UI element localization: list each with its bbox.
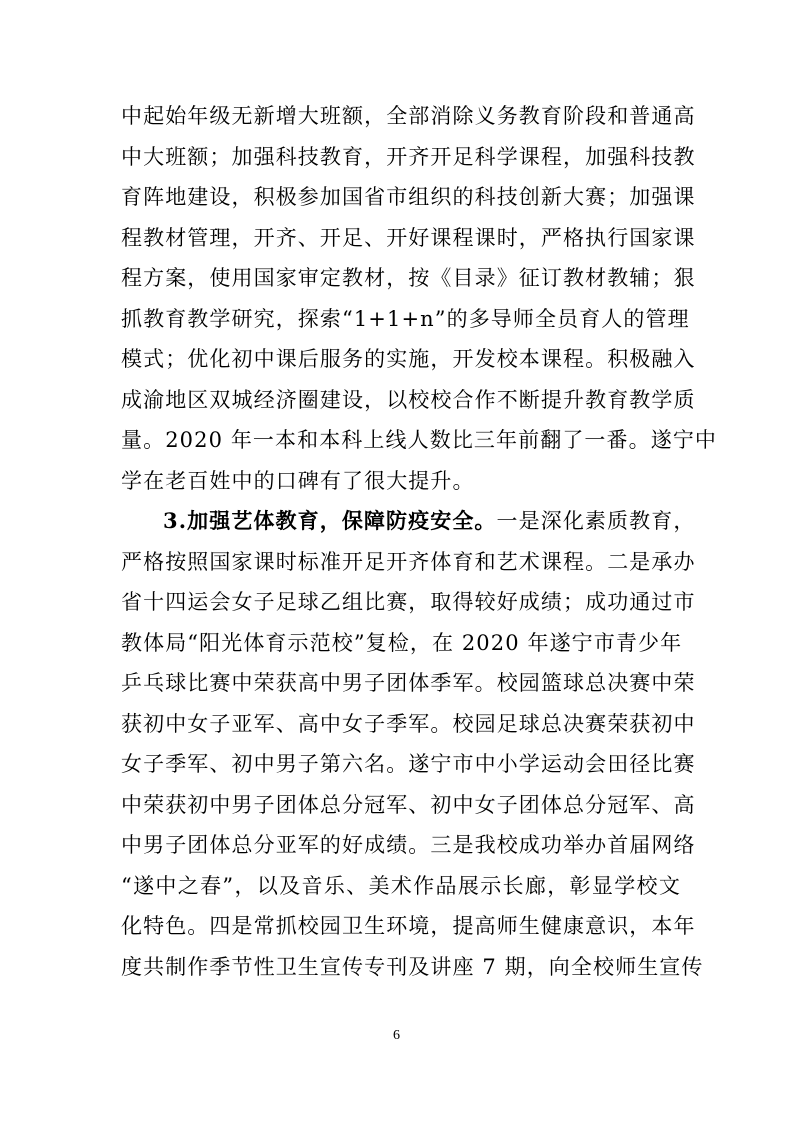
- paragraph-line: 严格按照国家课时标准开足开齐体育和艺术课程。二是承办: [121, 549, 696, 574]
- paragraph-line: 教体局“阳光体育示范校”复检，在 2020 年遂宁市青少年: [121, 630, 683, 655]
- paragraph-line: 抓教育教学研究，探索“1+1+n”的多导师全员育人的管理: [121, 306, 690, 331]
- paragraph-line: 模式；优化初中课后服务的实施，开发校本课程。积极融入: [121, 347, 696, 371]
- body-text: [121, 96, 718, 987]
- paragraph-line: 程教材管理，开齐、开足、开好课程课时，严格执行国家课: [121, 225, 696, 250]
- paragraph-line: 省十四运会女子足球乙组比赛，取得较好成绩；成功通过市: [121, 590, 696, 614]
- paragraph-line: 中男子团体总分亚军的好成绩。三是我校成功举办首届网络: [121, 833, 696, 857]
- paragraph-line: 化特色。四是常抓校园卫生环境，提高师生健康意识，本年: [121, 914, 696, 938]
- paragraph-line: 育阵地建设，积极参加国省市组织的科技创新大赛；加强课: [121, 185, 696, 209]
- paragraph-line: 乒乓球比赛中荣获高中男子团体季军。校园篮球总决赛中荣: [121, 671, 696, 695]
- paragraph-line: 度共制作季节性卫生宣传专刊及讲座 7 期，向全校师生宣传: [121, 954, 704, 979]
- paragraph-line: 中大班额；加强科技教育，开齐开足科学课程，加强科技教: [121, 144, 696, 169]
- paragraph-line: 量。2020 年一本和本科上线人数比三年前翻了一番。遂宁中: [121, 428, 718, 452]
- paragraph-line: 程方案，使用国家审定教材，按《目录》征订教材教辅；狠: [121, 266, 696, 290]
- paragraph-line: 中起始年级无新增大班额，全部消除义务教育阶段和普通高: [121, 104, 696, 128]
- paragraph-line: 获初中女子亚军、高中女子季军。校园足球总决赛荣获初中: [121, 711, 696, 736]
- paragraph-line: 学在老百姓中的口碑有了很大提升。: [121, 468, 475, 493]
- section-heading: 3.加强艺体教育，保障防疫安全。: [163, 508, 497, 533]
- page-number: 6: [393, 1028, 400, 1043]
- paragraph-line: 女子季军、初中男子第六名。遂宁市中小学运动会田径比赛: [121, 752, 696, 776]
- paragraph-first-line: [121, 501, 696, 542]
- paragraph-line: 中荣获初中男子团体总分冠军、初中女子团体总分冠军、高: [121, 792, 696, 817]
- paragraph-line-text: 一是深化素质教育，: [496, 509, 696, 533]
- paragraph-line: 成渝地区双城经济圈建设，以校校合作不断提升教育教学质: [121, 387, 696, 412]
- paragraph-line: “遂中之春”，以及音乐、美术作品展示长廊，彰显学校文: [121, 873, 681, 898]
